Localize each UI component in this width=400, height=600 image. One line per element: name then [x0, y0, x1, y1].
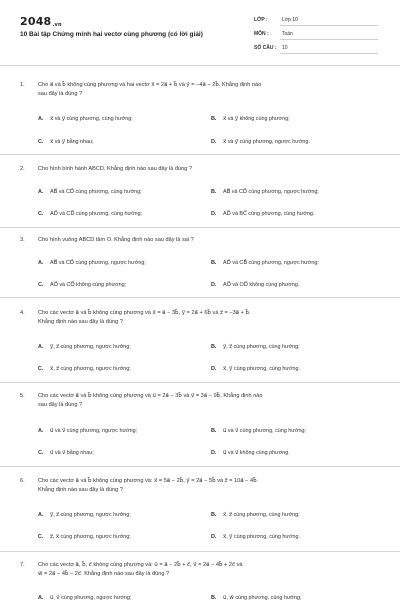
- question-3: 3. Cho hình vuông ABCD tâm O. Khẳng định nào sau đây là sai ?: [20, 237, 194, 243]
- meta-subject-key: MÔN :: [254, 31, 269, 37]
- meta-divider: [280, 39, 378, 40]
- question-text: Khẳng định nào sau đây là đúng ?: [38, 486, 123, 493]
- option-c[interactable]: C. z⃗, x⃗ cùng phương, ngược hướng;: [38, 534, 131, 540]
- logo-suffix: .vn: [52, 22, 62, 28]
- logo-text: 2048: [20, 15, 52, 28]
- question-4: 4. Cho các vectơ a⃗ và b⃗ không cùng phương và x⃗ = a⃗ − 3b⃗, y⃗ = 2a⃗ + 6b⃗ và z⃗ = −3a⃗ + b⃗. Khẳng định nào sau đây là đúng ?: [20, 310, 251, 325]
- option-d[interactable]: D. u⃗ và v⃗ không cùng phương.: [211, 450, 290, 456]
- question-2: 2. Cho hình bình hành ABCD. Khẳng định nào sau đây là đúng ?: [20, 166, 192, 172]
- header-divider: [0, 65, 400, 66]
- question-divider: [0, 227, 400, 228]
- option-a[interactable]: A. AB⃗ và CD⃗ cùng phương, ngược hướng;: [38, 260, 146, 266]
- option-c[interactable]: C. AD⃗ và CD⃗ cùng phương, cùng hướng;: [38, 211, 143, 217]
- site-logo[interactable]: [20, 15, 62, 28]
- option-b[interactable]: B. AD⃗ và CB⃗ cùng phương, ngược hướng;: [211, 260, 319, 266]
- question-6: 6. Cho các vectơ a⃗ và b⃗ không cùng phương và: x⃗ = 5a⃗ − 2b⃗, y⃗ = 2a⃗ − 5b⃗ và z⃗ = 10a⃗ − 4b⃗. Khẳng định nào sau đây là đúng ?: [20, 478, 259, 493]
- meta-class-key: LỚP :: [254, 17, 268, 23]
- option-b[interactable]: B. x⃗, z⃗ cùng phương, cùng hướng;: [211, 512, 300, 518]
- question-text: Cho các vectơ a⃗ và b⃗ không cùng phương và u⃗ = 2a⃗ − 3b⃗ và v⃗ = 3a⃗ − 9b⃗. Khẳng định nào: [38, 393, 263, 399]
- option-b[interactable]: B. y⃗, z⃗ cùng phương, cùng hướng;: [211, 344, 300, 350]
- document-title: 10 Bài tập Chứng minh hai vectơ cùng phương (có lời giải): [20, 31, 203, 38]
- question-text: sau đây là đúng ?: [38, 90, 83, 97]
- question-text: Cho các vectơ a⃗ và b⃗ không cùng phương và: x⃗ = 5a⃗ − 2b⃗, y⃗ = 2a⃗ − 5b⃗ và z⃗ = 10a⃗ − 4b⃗.: [38, 478, 259, 484]
- question-text: Cho các vectơ a⃗, b⃗, c⃗ không cùng phương và: u⃗ = a⃗ − 2b⃗ + c⃗, v⃗ = 2a⃗ − 4b⃗ + 2c⃗ và: [38, 562, 243, 568]
- question-1: 1. Cho a⃗ và b⃗ không cùng phương và hai vectơ x⃗ = 2a⃗ + b⃗ và y⃗ = −4a⃗ − 2b⃗. Khẳng định nào sau đây là đúng ?: [20, 82, 262, 97]
- meta-subject-value: Toán: [282, 31, 293, 37]
- option-b[interactable]: B. u⃗, w⃗ cùng phương, cùng hướng;: [211, 595, 302, 600]
- question-text: Khẳng định nào sau đây là đúng ?: [38, 318, 123, 325]
- meta-divider: [280, 25, 378, 26]
- question-text: sau đây là đúng ?: [38, 401, 83, 408]
- question-text: Cho hình bình hành ABCD. Khẳng định nào sau đây là đúng ?: [38, 166, 192, 172]
- option-a[interactable]: A. y⃗, z⃗ cùng phương, ngược hướng;: [38, 512, 131, 518]
- meta-count-key: SỐ CÂU :: [254, 45, 277, 51]
- question-7: 7. Cho các vectơ a⃗, b⃗, c⃗ không cùng phương và: u⃗ = a⃗ − 2b⃗ + c⃗, v⃗ = 2a⃗ − 4b⃗ + 2c⃗ và w⃗ = 2a⃗ − 4b⃗ − 2c⃗. Khẳng định nào sau đây là đúng ?: [20, 562, 243, 577]
- option-d[interactable]: D. AO⃗ và OD⃗ không cùng phương.: [211, 282, 300, 288]
- option-a[interactable]: A. y⃗, z⃗ cùng phương, ngược hướng;: [38, 344, 131, 350]
- meta-count-value: 10: [282, 45, 288, 51]
- question-text: w⃗ = 2a⃗ − 4b⃗ − 2c⃗. Khẳng định nào sau đây là đúng ?: [38, 570, 170, 577]
- meta-class-value: Lớp 10: [282, 17, 298, 23]
- option-a[interactable]: A. u⃗ và v⃗ cùng phương, ngược hướng;: [38, 428, 138, 434]
- option-c[interactable]: C. AO⃗ và CO⃗ không cùng phương;: [38, 282, 127, 288]
- question-text: Cho các vectơ a⃗ và b⃗ không cùng phương và x⃗ = a⃗ − 3b⃗, y⃗ = 2a⃗ + 6b⃗ và z⃗ = −3a⃗ + b⃗.: [38, 310, 251, 316]
- question-text: Cho hình vuông ABCD tâm O. Khẳng định nào sau đây là sai ?: [38, 237, 194, 243]
- option-a[interactable]: A. x⃗ và y⃗ cùng phương, cùng hướng;: [38, 116, 133, 122]
- question-5: 5. Cho các vectơ a⃗ và b⃗ không cùng phương và u⃗ = 2a⃗ − 3b⃗ và v⃗ = 3a⃗ − 9b⃗. Khẳng định nào sau đây là đúng ?: [20, 393, 263, 408]
- question-divider: [0, 297, 400, 298]
- question-divider: [0, 466, 400, 467]
- option-d[interactable]: D. x⃗ và y⃗ cùng phương, ngược hướng.: [211, 139, 310, 145]
- option-b[interactable]: B. AB⃗ và CD⃗ cùng phương, ngược hướng;: [211, 189, 319, 195]
- question-divider: [0, 154, 400, 155]
- option-c[interactable]: C. u⃗ và v⃗ bằng nhau;: [38, 450, 94, 456]
- option-d[interactable]: D. AD⃗ và BC⃗ cùng phương, cùng hướng.: [211, 211, 315, 217]
- option-c[interactable]: C. x⃗, z⃗ cùng phương, ngược hướng;: [38, 366, 131, 372]
- option-c[interactable]: C. x⃗ và y⃗ bằng nhau;: [38, 139, 94, 145]
- meta-divider: [280, 53, 378, 54]
- option-d[interactable]: D. x⃗, y⃗ cùng phương, cùng hướng.: [211, 366, 301, 372]
- option-b[interactable]: B. x⃗ và y⃗ không cùng phương;: [211, 116, 290, 122]
- option-a[interactable]: A. AB⃗ và CD⃗ cùng phương, cùng hướng;: [38, 189, 142, 195]
- question-divider: [0, 551, 400, 552]
- question-text: Cho a⃗ và b⃗ không cùng phương và hai vectơ x⃗ = 2a⃗ + b⃗ và y⃗ = −4a⃗ − 2b⃗. Khẳng định nào: [38, 82, 262, 88]
- option-b[interactable]: B. u⃗ và v⃗ cùng phương, cùng hướng;: [211, 428, 306, 434]
- option-a[interactable]: A. u⃗, v⃗ cùng phương, ngược hướng;: [38, 595, 132, 600]
- option-d[interactable]: D. x⃗, y⃗ cùng phương, cùng hướng.: [211, 534, 301, 540]
- question-divider: [0, 382, 400, 383]
